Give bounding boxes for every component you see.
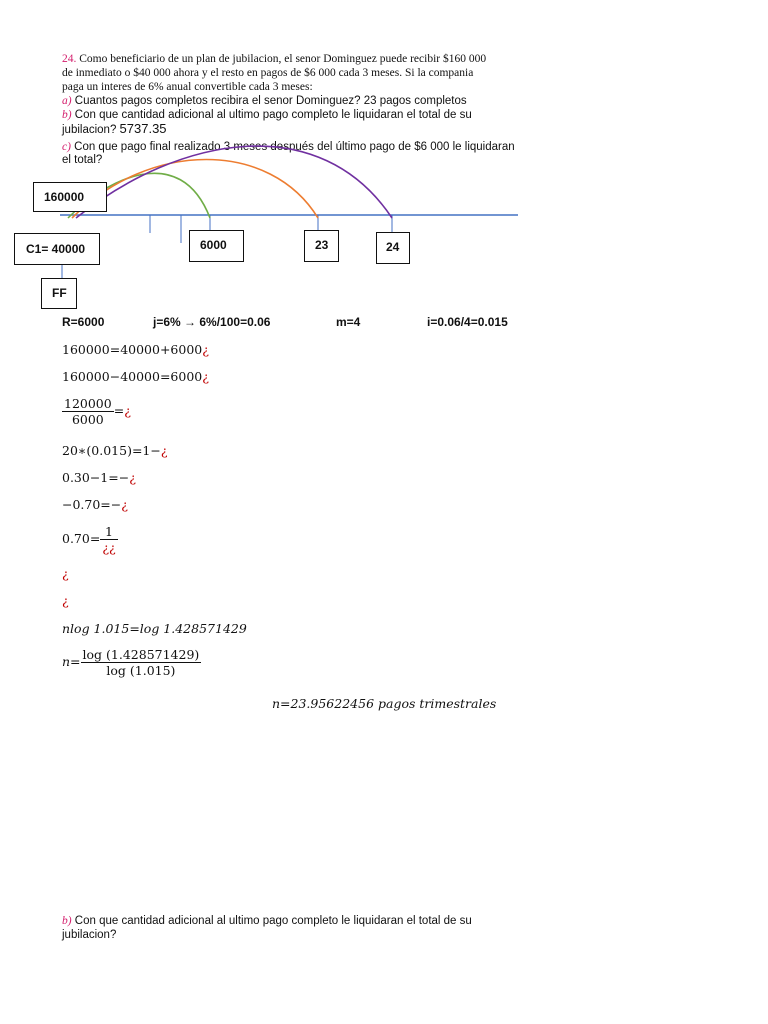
problem-text-1: Como beneficiario de un plan de jubilacion, el senor Dominguez puede recibir $160 000 [76, 53, 487, 65]
equals-sign: = [113, 403, 125, 418]
equation-glyph: ¿ [124, 403, 131, 418]
equation-step-10: nlog 1.015=log 1.428571429 [62, 621, 247, 636]
param-r: R=6000 [62, 315, 105, 329]
footer-b-label: b) [62, 915, 72, 927]
denominator: ¿¿ [102, 540, 116, 555]
arc-to-23 [72, 160, 318, 219]
equation-text: n= [62, 654, 81, 669]
question-a-text: Cuantos pagos completos recibira el senor Dominguez? 23 pagos completos [71, 95, 467, 107]
problem-line-3: paga un interes de 6% anual convertible cada 3 meses: [62, 81, 313, 93]
box-160000: 160000 [33, 182, 107, 212]
numerator: log (1.428571429) [82, 647, 200, 662]
fraction [62, 396, 114, 427]
equation-glyph: ¿ [202, 342, 209, 357]
equation-text: −0.70=− [62, 497, 122, 512]
question-b-text: Con que cantidad adicional al ultimo pago completo le liquidaran el total de su [71, 109, 472, 121]
equation-step-11 [62, 647, 201, 678]
arc-to-24 [76, 146, 392, 218]
param-j [153, 315, 270, 329]
equation-text: 20∗(0.015)=1− [62, 443, 161, 458]
equation-text: 0.70= [62, 531, 101, 546]
equation-step-9: ¿ [62, 593, 69, 608]
param-m: m=4 [336, 315, 361, 329]
question-b-label: b) [62, 109, 72, 121]
question-a-label: a) [62, 95, 72, 107]
denominator: log (1.015) [106, 663, 176, 678]
problem-number: 24. [62, 53, 77, 65]
box-ff: FF [41, 278, 77, 309]
fraction [81, 647, 202, 678]
equation-step-8: ¿ [62, 566, 69, 581]
numerator: 120000 [64, 396, 112, 411]
footer-question-b-line-2: jubilacion? [62, 929, 117, 941]
equation-text: 0.30−1=− [62, 470, 130, 485]
fraction [100, 524, 117, 555]
equation-text: 160000=40000+6000 [62, 342, 203, 357]
footer-b-text: Con que cantidad adicional al ultimo pago completo le liquidaran el total de su [71, 915, 472, 927]
question-b-text-2: jubilacion? [62, 124, 120, 136]
numerator: 1 [100, 524, 117, 540]
equation-step-6 [62, 497, 128, 512]
param-i: i=0.06/4=0.015 [427, 315, 508, 329]
param-j-right: 6%/100=0.06 [196, 315, 271, 329]
equation-glyph: ¿ [121, 497, 128, 512]
equation-text: 160000−40000=6000 [62, 369, 203, 384]
footer-question-b [62, 914, 472, 928]
result-equation: n=23.95622456 pagos trimestrales [272, 696, 497, 711]
equation-glyph: ¿ [202, 369, 209, 384]
equation-step-7 [62, 524, 118, 555]
timeline-diagram [0, 0, 768, 320]
box-24: 24 [376, 232, 410, 264]
question-c-label: c) [62, 141, 71, 153]
equation-glyph: ¿ [160, 443, 168, 458]
question-b-answer: 5737.35 [119, 121, 167, 136]
equation-step-5 [62, 470, 136, 485]
question-c-line-2: el total? [62, 154, 103, 166]
equation-step-1 [62, 342, 209, 357]
box-23: 23 [304, 230, 339, 262]
equation-step-4 [62, 443, 168, 458]
arrow-right-icon: → [184, 315, 197, 329]
box-6000: 6000 [189, 230, 244, 262]
equation-step-2 [62, 369, 209, 384]
box-c1: C1= 40000 [14, 233, 100, 265]
problem-line-2: de inmediato o $40 000 ahora y el resto en pagos de $6 000 cada 3 meses. Si la compania [62, 67, 474, 79]
equation-step-3 [62, 396, 131, 427]
param-j-left: j=6% [153, 315, 185, 329]
equation-glyph: ¿ [129, 470, 136, 485]
denominator: 6000 [71, 412, 104, 427]
question-c-text: Con que pago final realizado 3 meses después del último pago de $6 000 le liquidaran [70, 141, 515, 153]
